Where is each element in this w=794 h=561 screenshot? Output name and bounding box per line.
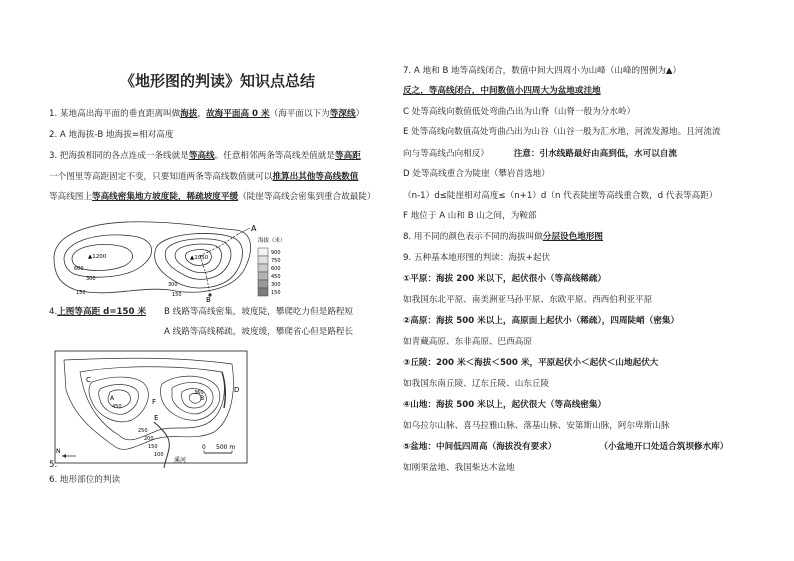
r9-basin-examples: 如刚果盆地、我国柴达木盆地 (403, 463, 515, 473)
map2-contour-150: 150 (148, 444, 158, 450)
r9-mountains-examples: 如乌拉尔山脉、喜马拉雅山脉、落基山脉、安第斯山脉，阿尔卑斯山脉 (403, 421, 670, 431)
text: 3. 把海拔相同的各点连成一条线就是 (49, 151, 189, 161)
r7-line1: 7. A 地和 B 地等高线闭合，数值中间大四周小为山峰（山峰的图例为▲） (403, 66, 682, 76)
elevation-legend (258, 248, 281, 296)
keyword-slope: 等高线密集地方坡度陡，稀疏坡度平缓 (91, 192, 239, 202)
r9-heading: 9. 五种基本地形图的判读：海拔+起伏 (403, 253, 551, 263)
r9-hills-examples: 如我国东南丘陵、辽东丘陵、山东丘陵 (403, 379, 550, 389)
text: ） (355, 109, 365, 119)
r7-line3: C 处等高线向数值低处弯曲凸出为山脊（山脊一般为分水岭） (403, 107, 636, 117)
paragraph-4b: B 线路等高线密集，坡度陡，攀爬吃力但是路程短 (164, 307, 354, 317)
contour-map-2 (54, 350, 250, 468)
keyword-interval-value: 上图等高距 d=150 米 (57, 307, 147, 317)
r8 (403, 231, 603, 243)
paragraph-4a (49, 306, 146, 318)
text: 1. 某地高出海平面的垂直距离叫做 (49, 109, 181, 119)
r7-line4: E 处等高线向数值高处弯曲凸出为山谷（山谷一般为汇水地，河流发源地。且河流流 (403, 127, 721, 137)
map1-peak-2: ▲1050 (190, 255, 209, 261)
r7-line7: （n-1）d≤陡崖相对高度≤（n+1）d（n 代表陡崖等高线重合数，d 代表等高距） (403, 191, 718, 201)
paragraph-3b (49, 171, 358, 183)
river-label: 溪河 (174, 457, 187, 464)
legend-value: 150 (271, 290, 281, 296)
north-label: N (56, 448, 61, 455)
map1-label-a: A (251, 224, 257, 233)
map1-label-b: B (206, 296, 211, 304)
legend-value: 600 (271, 266, 281, 272)
keyword-altitude: 海拔 (180, 109, 198, 119)
text: （小盆地开口处适合筑坝修水库） (599, 442, 729, 452)
r9-plateau: ②高原：海拔 500 米以上，高原面上起伏小（稀疏），四周陡峭（密集） (403, 316, 680, 326)
scale-500m: 500 m (216, 444, 236, 451)
r9-mountains: ④山地：海拔 500 米以上，起伏很大（等高线密集） (403, 400, 607, 410)
text: 4. (49, 307, 58, 317)
text: ⑤盆地：中间低四周高（海拔没有要求） (403, 442, 557, 452)
text: 向与等高线凸向相反） (403, 149, 489, 159)
keyword-layered-map: 分层设色地形图 (542, 232, 604, 242)
map2-label-a: A (110, 395, 115, 402)
map1-contour-150b: 150 (172, 292, 182, 298)
text: 。任意相邻两条等高线差值就是 (214, 151, 335, 161)
keyword-infer: 推算出其他等高线数值 (272, 172, 359, 182)
keyword-contour: 等高线 (188, 151, 215, 161)
text: 8. 用不同的颜色表示不同的海拔叫做 (403, 232, 543, 242)
paragraph-3a (49, 150, 361, 162)
map1-contour-300b: 300 (168, 282, 178, 288)
map2-height-450: 450 (112, 404, 122, 410)
scale-zero: 0 (202, 444, 206, 451)
map2-label-c: C (86, 376, 91, 384)
map2-height-360: 360 (194, 390, 204, 396)
text: 注意：引水线路最好由高到低，水可以自流 (513, 149, 677, 159)
r7-line5 (403, 148, 677, 160)
map2-label-e: E (154, 414, 159, 422)
keyword-depth: 等深线 (329, 109, 356, 119)
legend-value: 750 (271, 258, 281, 264)
page-title: 《地形图的判读》知识点总结 (120, 72, 316, 90)
map2-contour-100: 100 (154, 452, 164, 458)
contour-map-1 (40, 208, 296, 304)
r9-plain-examples: 如我国东北平原、南美洲亚马孙平原、东欧平原、西西伯利亚平原 (403, 295, 653, 305)
keyword-sealevel: 故海平面高 0 米 (206, 109, 270, 119)
legend-title: 海拔（米） (258, 238, 286, 244)
map2-label-b: B (200, 395, 205, 402)
r9-plateau-examples: 如青藏高原、东非高原、巴西高原 (403, 337, 532, 347)
r7-line8: F 地位于 A 山和 B 山之间，为鞍部 (403, 211, 537, 221)
paragraph-1 (49, 108, 364, 120)
map1-contour-600: 600 (74, 266, 84, 272)
map2-label-d: D (234, 386, 240, 394)
legend-value: 450 (271, 274, 281, 280)
text: （陡崖等高线会密集到重合故最陡） (238, 192, 376, 202)
text: 一个图里等高距固定不变，只要知道两条等高线数值就可以 (49, 172, 273, 182)
r9-plain: ①平原：海拔 200 米以下，起伏很小（等高线稀疏） (403, 274, 607, 284)
map2-contour-250: 250 (138, 428, 148, 434)
paragraph-3c (49, 191, 376, 203)
r7-line6: D 处等高线重合为陡崖（攀岩首选地） (403, 169, 550, 179)
r9-basin (403, 441, 728, 453)
map2-contour-200: 200 (144, 436, 154, 442)
text: （海平面以下为 (269, 109, 330, 119)
legend-value: 300 (271, 282, 281, 288)
map1-peak-1: ▲1200 (88, 254, 107, 260)
paragraph-4c: A 线路等高线稀疏，坡度缓，攀爬省心但是路程长 (164, 327, 354, 337)
text: ， (197, 109, 207, 119)
r7-line2: 反之，等高线闭合，中间数值小四周大为盆地或洼地 (403, 86, 601, 96)
map1-contour-150a: 150 (76, 290, 86, 296)
legend-value: 900 (271, 250, 281, 256)
paragraph-2: 2. A 地海拔-B 地海拔=相对高度 (49, 130, 174, 140)
r9-hills: ③丘陵：200 米＜海拔＜500 米，平原起伏小＜起伏＜山地起伏大 (403, 358, 659, 368)
map2-label-f: F (152, 398, 157, 406)
text: 等高线图上 (49, 192, 92, 202)
paragraph-5: 5. (49, 460, 58, 470)
paragraph-6: 6. 地形部位的判读 (49, 475, 121, 485)
keyword-interval: 等高距 (334, 151, 361, 161)
map1-contour-300a: 300 (86, 276, 96, 282)
